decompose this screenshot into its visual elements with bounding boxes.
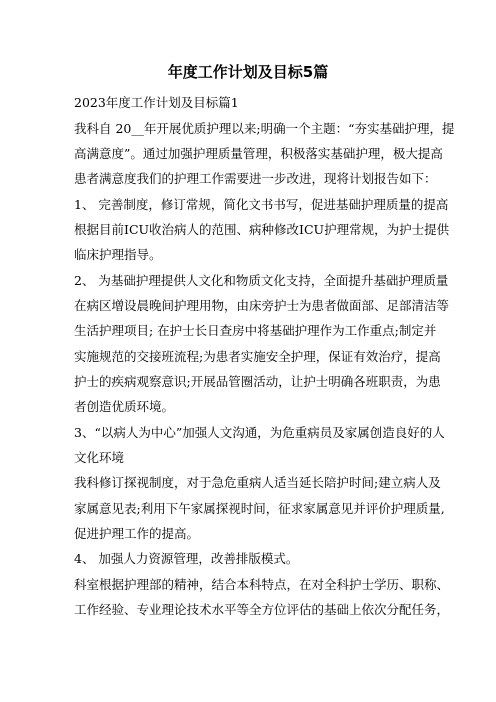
body-line: 实施规范的交接班流程;为患者实施安全护理，保证有效治疗，提高 <box>74 349 441 364</box>
body-line: 护士的疾病观察意识;开展品管圈活动，让护士明确各班职责，为患 <box>74 374 441 389</box>
body-line: 高满意度”。通过加强护理质量管理，积极落实基础护理，极大提高 <box>74 146 443 161</box>
body-line: 我科自 20__年开展优质护理以来;明确一个主题：“夯实基础护理，提 <box>74 121 455 136</box>
list-item-heading: 3、“以病人为中心”加强人文沟通，为危重病员及家属创造良好的人 <box>74 425 445 440</box>
body-line: 患者满意度我们的护理工作需要进一步改进，现将计划报告如下： <box>74 171 437 186</box>
list-item-heading: 4、 加强人力资源管理，改善排版模式。 <box>74 551 299 566</box>
body-line: 根据目前ICU收治病人的范围、病种修改ICU护理常规，为护士提供 <box>74 222 450 237</box>
body-line: 生活护理项目; 在护士长日查房中将基础护理作为工作重点;制定并 <box>74 323 437 338</box>
section-heading: 2023年度工作计划及目标篇1 <box>74 95 239 110</box>
body-line: 科室根据护理部的精神，结合本科特点，在对全科护士学历、职称、 <box>74 577 450 592</box>
body-line: 促进护理工作的提高。 <box>74 526 200 541</box>
document-title: 年度工作计划及目标5篇 <box>167 63 329 81</box>
body-line: 临床护理指导。 <box>74 247 162 262</box>
body-line: 文化环境 <box>74 450 125 465</box>
body-line: 我科修订探视制度，对于急危重病人适当延长陪护时间;建立病人及 <box>74 475 441 490</box>
body-line: 家属意见表;利用下午家属探视时间，征求家属意见并评价护理质量, <box>74 501 445 516</box>
list-item-heading: 1、 完善制度，修订常规，简化文书书写，促进基础护理质量的提高 <box>74 197 449 212</box>
body-line: 工作经验、专业理论技术水平等全方位评估的基础上依次分配任务， <box>74 602 450 617</box>
body-line: 在病区增设晨晚间护理用物，由床旁护士为患者做面部、足部清洁等 <box>74 298 450 313</box>
list-item-heading: 2、 为基础护理提供人文化和物质文化支持，全面提升基础护理质量 <box>74 273 449 288</box>
body-line: 者创造优质环境。 <box>74 399 175 414</box>
